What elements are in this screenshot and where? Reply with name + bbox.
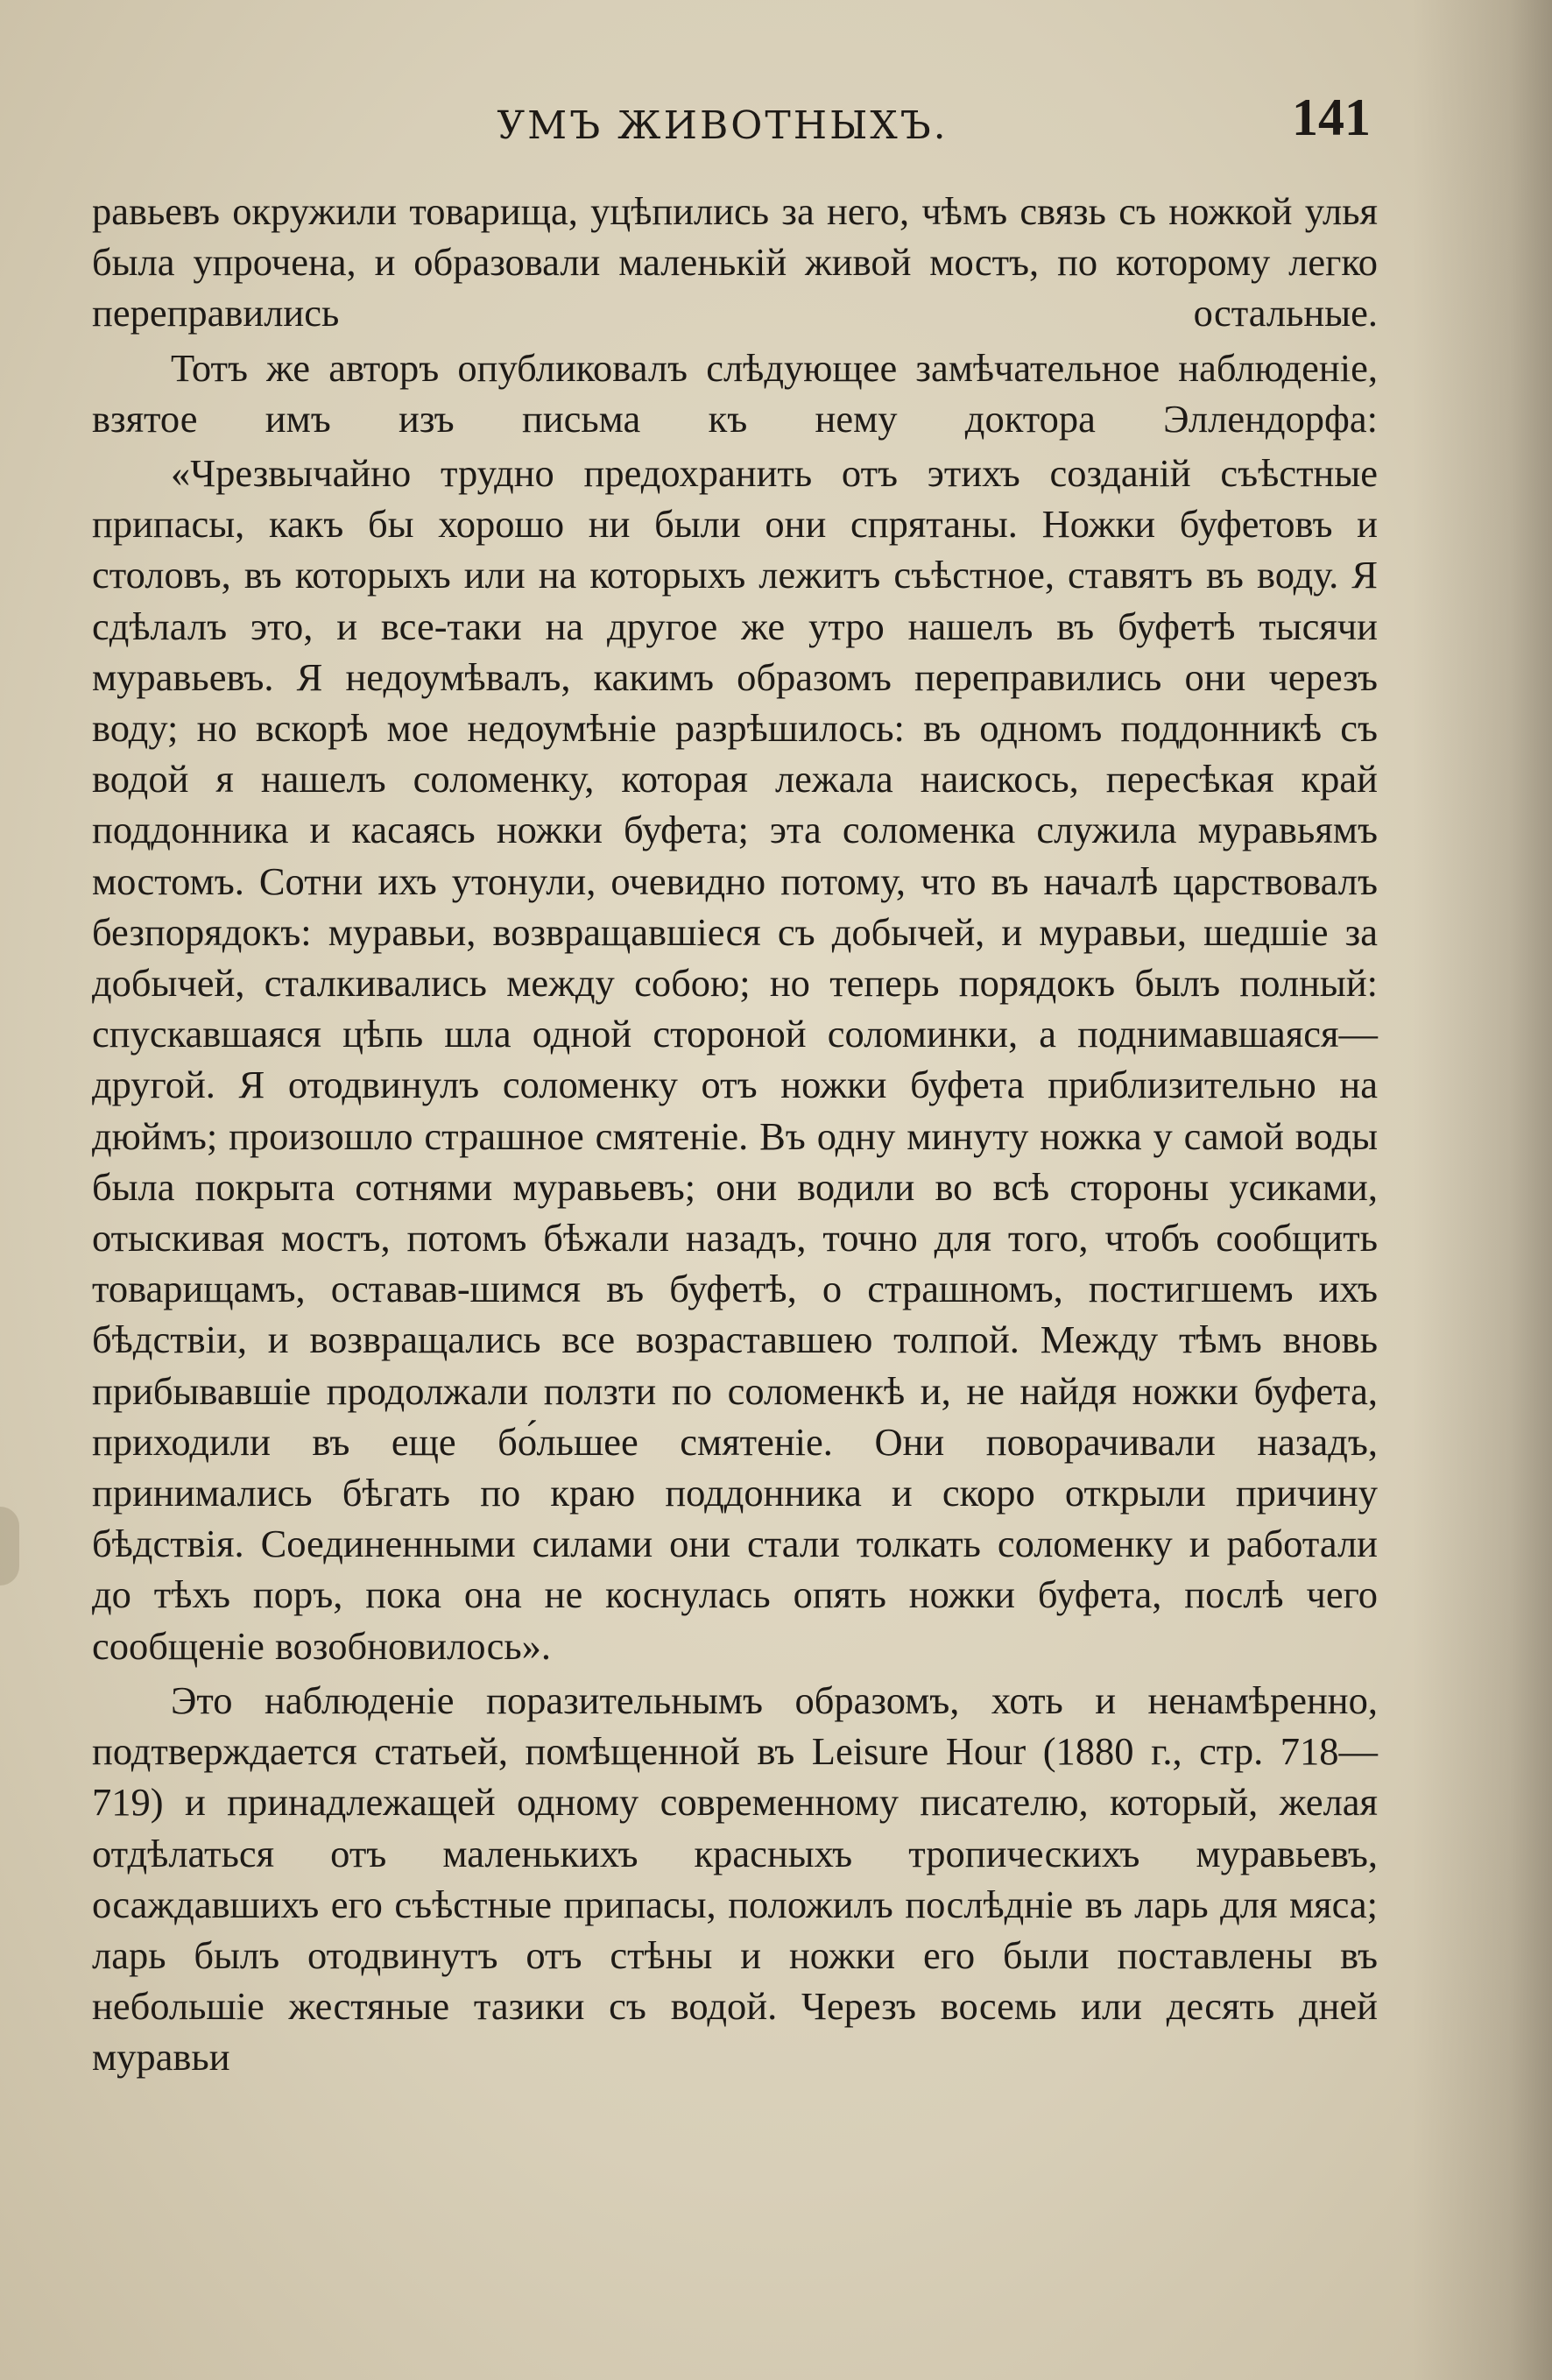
paragraph-4: Это наблюденіе поразительнымъ образомъ, хоть и ненамѣренно, подтверждается статьей, помѣщенной въ Leisure Hour (1880 г., стр. 718—719) и принадлежащей одному современному писателю, который, желая отдѣлаться отъ маленькихъ красныхъ тропическихъ муравьевъ, осаждавшихъ его съѣстные припасы, положилъ послѣдніе въ ларь для мяса; ларь былъ отодвинутъ отъ стѣны и ножки его были поставлены въ небольшіе жестяные тазики съ водой. Черезъ восемь или десять дней муравьи bbox=[92, 1677, 1378, 2080]
running-title: УМЪ ЖИВОТНЫХЪ. bbox=[497, 103, 949, 148]
paragraph-quote: «Чрезвычайно трудно предохранить отъ этихъ созданій съѣстные припасы, какъ бы хорошо ни были они спрятаны. Ножки буфетовъ и столовъ, въ которыхъ или на которыхъ лежитъ съѣстное, ставятъ въ воду. Я сдѣлалъ это, и все-таки на другое же утро нашелъ въ буфетѣ тысячи муравьевъ. Я недоумѣвалъ, какимъ образомъ переправились они черезъ воду; но вскорѣ мое недоумѣніе разрѣшилось: въ одномъ поддонникѣ съ водой я нашелъ соломенку, которая лежала наискось, пересѣкая край поддонника и касаясь ножки буфета; эта соломенка служила муравьямъ мостомъ. Сотни ихъ утонули, очевидно потому, что въ началѣ царствовалъ безпорядокъ: муравьи, возвращавшіеся съ добычей, и муравьи, шедшіе за добычей, сталкивались между собою; но теперь порядокъ былъ полный: спускавшаяся цѣпь шла одной стороной соломинки, а поднимавшаяся—другой. Я отодвинулъ соломенку отъ ножки буфета приблизительно на дюймъ; произошло страшное смятеніе. Въ одну минуту ножка у самой воды была покрыта сотнями муравьевъ; они водили во всѣ стороны усиками, отыскивая мостъ, потомъ бѣжали назадъ, точно для того, чтобъ сообщить товарищамъ, оставав-шимся въ буфетѣ, о страшномъ, постигшемъ ихъ бѣдствіи, и возвращались все возраставшею толпой. Между тѣмъ вновь прибывавшіе продолжали ползти по соломенкѣ и, не найдя ножки буфета, приходили въ еще бо́льшее смятеніе. Они поворачивали назадъ, принимались бѣгать по краю поддонника и скоро открыли причину бѣдствія. Соединенными силами они стали толкать соломенку и работали до тѣхъ поръ, пока она не коснулась опять ножки буфета, послѣ чего сообщеніе возобновилось». bbox=[92, 451, 1378, 1668]
running-head bbox=[92, 88, 1371, 166]
paragraph-1: равьевъ окружили товарища, уцѣпились за него, чѣмъ связь съ ножкой улья была упрочена, и образовали маленькій живой мостъ, по которому легко переправились остальные. bbox=[92, 189, 1378, 335]
page-edge-shadow bbox=[1412, 0, 1552, 2380]
binding-mark bbox=[0, 1507, 19, 1585]
body-text bbox=[92, 186, 1378, 2083]
paragraph-2: Тотъ же авторъ опубликовалъ слѣдующее замѣчательное наблюденіе, взятое имъ изъ письма къ нему доктора Эллендорфа: bbox=[92, 345, 1378, 441]
page-number: 141 bbox=[1292, 88, 1371, 146]
